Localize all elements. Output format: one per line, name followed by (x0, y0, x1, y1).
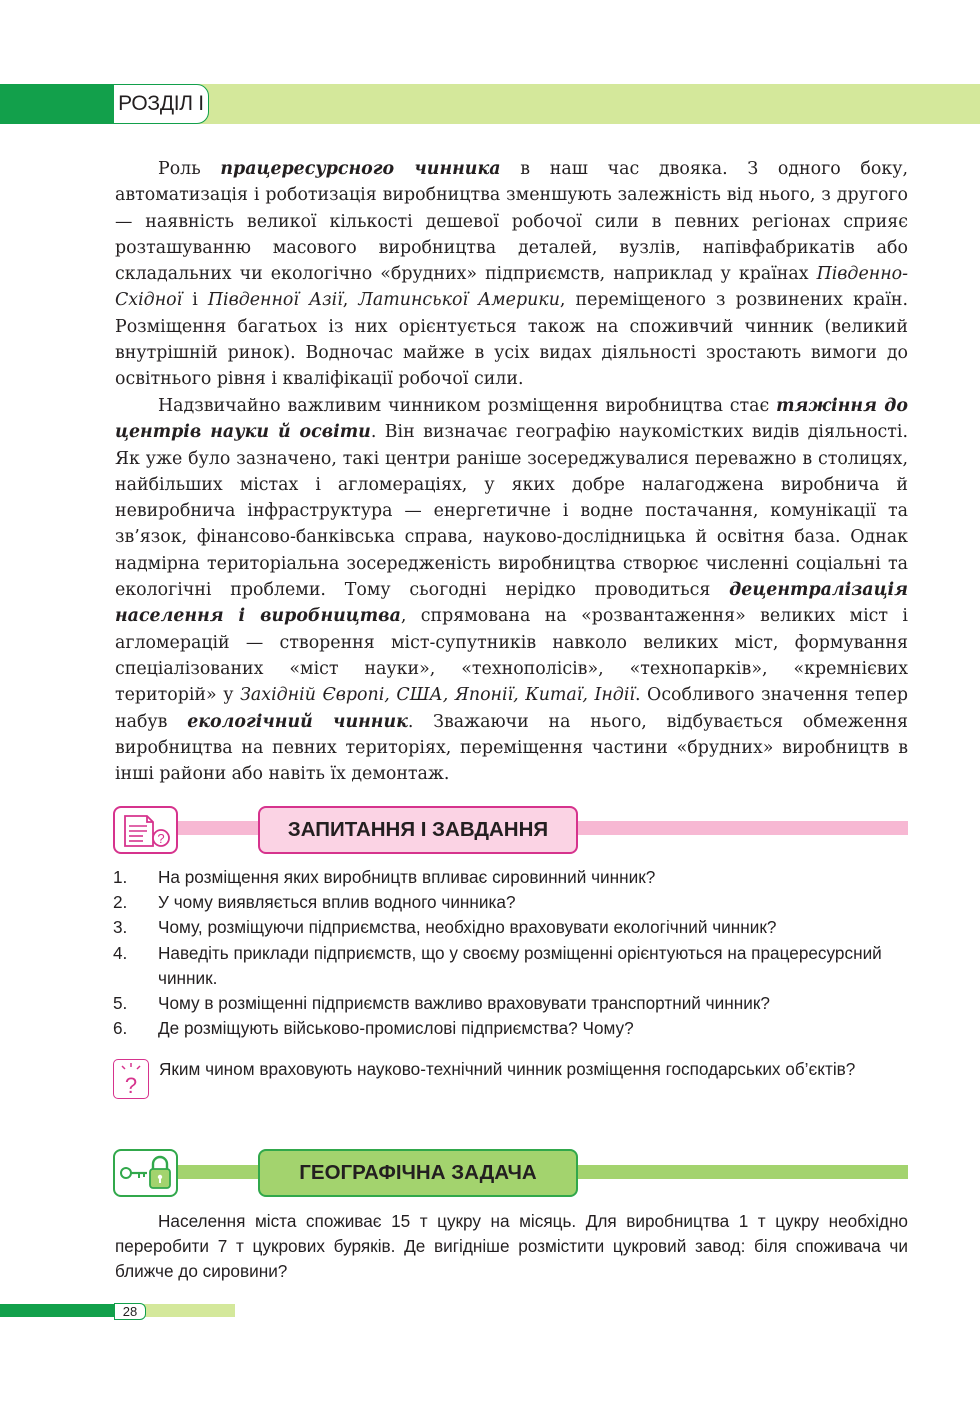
key-lock-icon (113, 1149, 178, 1197)
question-text: Чому в розміщенні підприємств важливо враховувати транспортний чинник? (158, 993, 770, 1014)
question-text: Де розміщують військово-промислові підприємства? Чому? (158, 1018, 634, 1039)
question-text: На розміщення яких виробництв впливає сировинний чинник? (158, 867, 656, 887)
page-number: 28 (114, 1303, 146, 1320)
question-text: Чому, розміщуючи підприємства, необхідно враховувати екологічний чинник? (158, 917, 777, 938)
list-item (113, 1016, 908, 1041)
question-text: Наведіть приклади підприємств, що у своєму розміщенні орієнтуються на працересурсний чинник. (158, 942, 882, 988)
question-number: 3. (113, 917, 128, 938)
document-question-icon (113, 806, 178, 854)
p1-text-e: і (182, 290, 208, 311)
header-band-left (0, 84, 120, 124)
question-number: 4. (113, 942, 128, 963)
header-band-right (195, 84, 980, 124)
list-item (113, 941, 908, 991)
paragraph-2 (115, 393, 908, 787)
question-text: У чому виявляється вплив водного чинника? (158, 892, 516, 913)
question-number: 1. (113, 867, 128, 887)
task-title: ГЕОГРАФІЧНА ЗАДАЧА (258, 1149, 578, 1197)
p1-text-g: , (342, 290, 359, 311)
p2-regions: Західній Європі, США, Японії, Китаї, Індії (240, 685, 635, 706)
question-number: 2. (113, 892, 128, 913)
p2-term-1: тяжіння до центрів науки й освіти (115, 396, 908, 443)
p1-text-c: в наш час двояка. З одного боку, автоматизація і роботизація виробництва зменшують залежність від нього, з другого — наявність великої кількості дешевої робочої сили в певних регіонах сприяє розташуванню масового виробництва деталей, вузлів, напівфабрикатів або складальних чи екологічно «брудних» підприємств, наприклад у країнах (115, 159, 908, 285)
p2-term-3: екологічний чинник (187, 711, 408, 732)
list-item (113, 890, 908, 915)
question-number: 5. (113, 993, 128, 1014)
task-text: Населення міста споживає 15 т цукру на місяць. Для виробництва 1 т цукру необхідно переробити 7 т цукрових буряків. Де вигідніше розмістити цукровий завод: біля споживача чи ближче до сировини? (115, 1211, 908, 1282)
questions-title: ЗАПИТАННЯ І ЗАВДАННЯ (258, 806, 578, 854)
questions-list (113, 865, 908, 1041)
list-item (113, 991, 908, 1016)
p1-region-3: Латинської Америки (358, 290, 560, 311)
p2-text-i: . Зважаючи на нього, відбувається обмеження виробництва на певних територіях, переміщення частини «брудних» виробництв в інші райони або навіть їх демонтаж. (115, 711, 908, 785)
question-mark-icon (113, 1059, 149, 1099)
p1-term: працересурсного чинника (220, 159, 501, 179)
footer-band-right (140, 1304, 235, 1317)
p1-text-i: , переміщеного з розвинених країн. Розміщення багатьох із них орієнтується також на споживчий чинник (великий внутрішній ринок). Водночас майже в усіх видах діяльності зростають вимоги до освітнього рівня і кваліфікації робочої сили. (115, 290, 909, 390)
section-label: РОЗДІЛ І (113, 84, 209, 124)
p1-region-1: Південно-Східної (115, 264, 908, 311)
svg-text:?: ? (124, 1073, 138, 1098)
p1-text-a: Роль (158, 159, 221, 179)
paragraph-1 (115, 156, 908, 393)
svg-text:?: ? (157, 831, 165, 846)
list-item (113, 915, 908, 940)
p2-text-a: Надзвичайно важливим чинником розміщення виробництва стає (158, 396, 777, 416)
p2-text-c: . Він визначає географію наукомістких видів діяльності. Як уже було зазначено, такі центри раніше зосереджувалися переважно в столицях, найбільших містах і агломераціях, у яких добре налагоджена виробнича й невиробнича інфраструктура — енергетичне і водне постачання, комунікації та зв’язок, фінансово-банківська справа, науково-дослідницька й освітня база. Однак надмірна територіальна зосередженість виробництва створює численні соціальні та екологічні проблеми. Тому сьогодні нерідко проводиться (115, 422, 908, 601)
p2-text-e: , спрямована на «розвантаження» великих міст і агломерацій — створення міст-супутників навколо великих міст, формування спеціалізованих «міст науки», «технополісів», «технопарків», «кремнієвих територій» у (115, 606, 908, 706)
p1-region-2: Південної Азії (207, 290, 343, 311)
list-item (113, 865, 908, 890)
footer-band-left (0, 1304, 116, 1317)
p2-term-2: децентралізація населення і виробництва (115, 580, 908, 627)
p2-text-g: . Особливого значення тепер набув (115, 685, 908, 732)
extra-question: Яким чином враховують науково-технічний чинник розміщення господарських об’єктів? (159, 1059, 856, 1079)
question-number: 6. (113, 1018, 128, 1039)
